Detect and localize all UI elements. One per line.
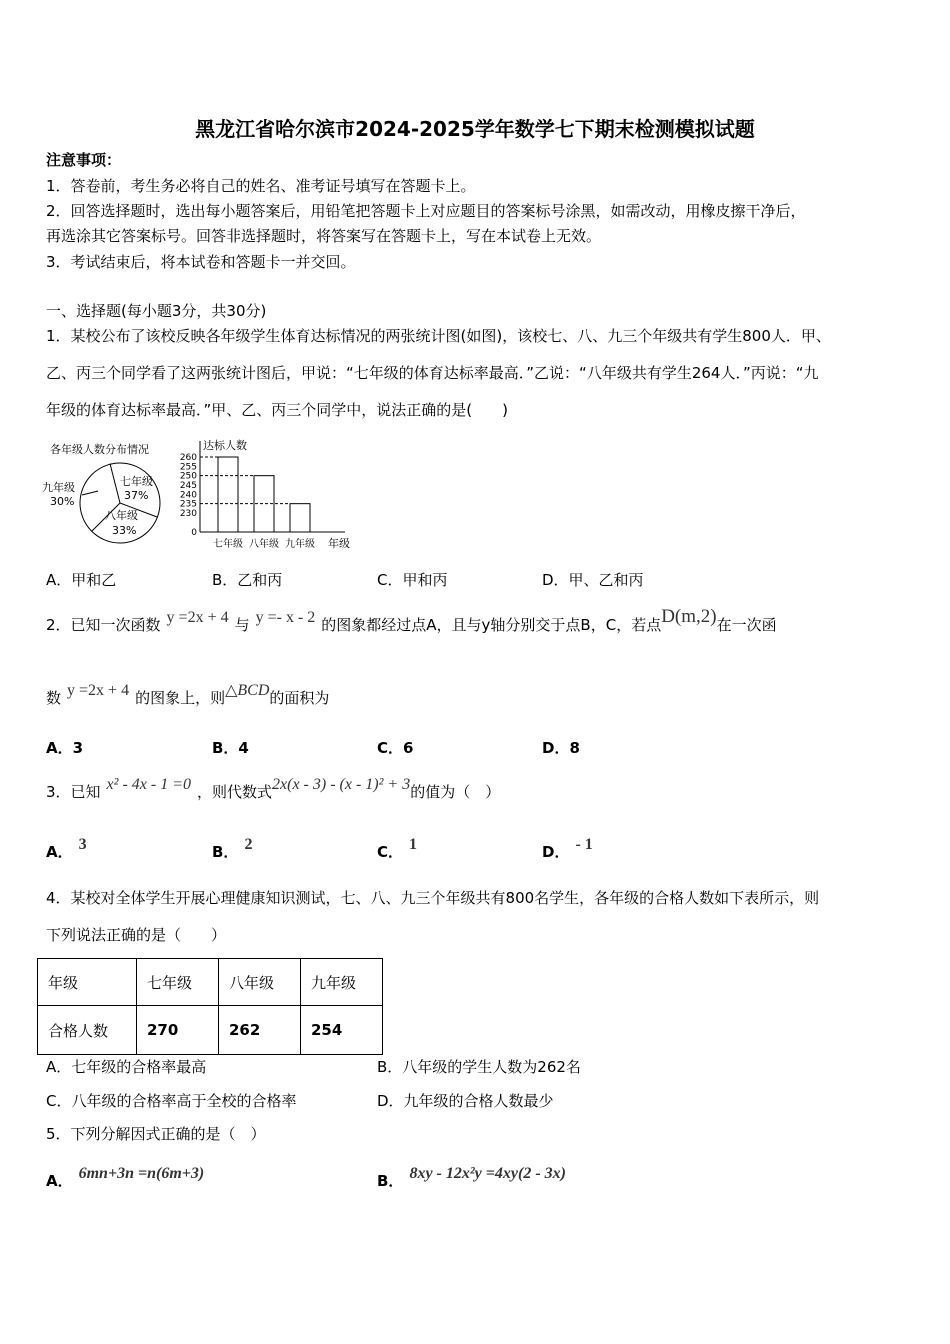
text: 在一次函 xyxy=(716,616,777,634)
q1-option-d[interactable]: D．甲、乙和丙 xyxy=(542,571,644,589)
text: 与 xyxy=(234,616,250,634)
bar-xlabel: 年级 xyxy=(328,537,350,550)
q5-option-b[interactable] xyxy=(377,1165,572,1191)
option-value: 2 xyxy=(244,836,253,853)
bar-ytick-label: 260 xyxy=(179,453,197,463)
notice-item: 2．回答选择题时，选出每小题答案后，用铅笔把答题卡上对应题目的答案标号涂黑，如需改动，用橡皮擦干净后， xyxy=(46,202,806,220)
q1-figure xyxy=(40,435,360,555)
bar-category-label: 九年级 xyxy=(285,539,315,550)
formula: △BCD xyxy=(225,682,270,699)
table-cell: 270 xyxy=(137,1006,219,1055)
q4-table xyxy=(37,958,383,1055)
formula: y =- x - 2 xyxy=(255,609,316,626)
text: 2．已知一次函数 xyxy=(46,616,161,634)
q1-line: 1．某校公布了该校反映各年级学生体育达标情况的两张统计图(如图)，该校七、八、九三个年级共有学生800人．甲、 xyxy=(46,327,831,345)
pie-leader-line xyxy=(82,491,98,495)
formula: y =2x + 4 xyxy=(67,682,130,699)
bar-ytick-label: 0 xyxy=(191,528,197,538)
table-header: 七年级 xyxy=(137,959,219,1006)
page-title: 黑龙江省哈尔滨市2024-2025学年数学七下期末检测模拟试题 xyxy=(195,117,755,141)
bar xyxy=(290,504,310,532)
table-row xyxy=(38,959,383,1006)
q3-option-d[interactable] xyxy=(542,836,599,862)
table-header: 年级 xyxy=(38,959,137,1006)
notice-item: 3．考试结束后，将本试卷和答题卡一并交回。 xyxy=(46,253,356,271)
q1-line: 年级的体育达标率最高．”甲、乙、丙三个同学中，说法正确的是( ) xyxy=(46,401,508,419)
q3-line xyxy=(46,776,501,803)
q1-option-a[interactable]: A．甲和乙 xyxy=(46,571,117,589)
formula: x² - 4x - 1 =0 xyxy=(106,776,191,793)
q5-stem: 5．下列分解因式正确的是（ ） xyxy=(46,1125,266,1143)
pie-title: 各年级人数分布情况 xyxy=(50,443,149,456)
section-heading: 一、选择题(每小题3分，共30分) xyxy=(46,302,267,320)
option-formula: 8xy - 12x²y =4xy(2 - 3x) xyxy=(409,1165,566,1182)
table-cell: 254 xyxy=(301,1006,383,1055)
pie-slice-divider xyxy=(110,464,120,504)
text: 数 xyxy=(46,689,62,707)
option-label: B． xyxy=(212,843,239,861)
q2-line xyxy=(46,606,777,636)
q2-option-b[interactable]: B．4 xyxy=(212,739,249,757)
option-value: 3 xyxy=(78,836,87,853)
option-label: A． xyxy=(46,1172,73,1190)
q2-option-c[interactable]: C．6 xyxy=(377,739,414,757)
text: 3．已知 xyxy=(46,783,101,801)
pie-pct-7: 37% xyxy=(124,489,149,502)
formula: 2x(x - 3) - (x - 1)² + 3 xyxy=(272,776,411,793)
q2-line xyxy=(46,682,330,709)
text: 的面积为 xyxy=(269,689,330,707)
pie-label-8: 八年级 xyxy=(105,509,138,522)
bar-ytick-label: 230 xyxy=(179,509,197,519)
bar-ytick-label: 250 xyxy=(179,471,197,482)
table-cell: 262 xyxy=(219,1006,301,1055)
q4-option-c[interactable]: C．八年级的合格率高于全校的合格率 xyxy=(46,1092,297,1110)
option-label: C． xyxy=(377,843,404,861)
option-label: D． xyxy=(542,843,570,861)
q4-option-b[interactable]: B．八年级的学生人数为262名 xyxy=(377,1058,581,1076)
option-label: A． xyxy=(46,843,73,861)
q4-option-a[interactable]: A．七年级的合格率最高 xyxy=(46,1058,207,1076)
bar-ylabel: 达标人数 xyxy=(203,439,247,452)
text: 的图象上，则 xyxy=(135,689,226,707)
q4-line: 下列说法正确的是（ ） xyxy=(46,926,227,944)
pie-pct-8: 33% xyxy=(112,524,137,537)
q1-option-b[interactable]: B．乙和丙 xyxy=(212,571,283,589)
q1-option-c[interactable]: C．甲和丙 xyxy=(377,571,448,589)
q2-option-d[interactable]: D．8 xyxy=(542,739,580,757)
q5-option-a[interactable] xyxy=(46,1165,210,1191)
text: 的值为（ ） xyxy=(410,783,501,801)
bar-ytick-label: 245 xyxy=(179,481,197,491)
pie-pct-9: 30% xyxy=(50,495,75,508)
q4-line: 4．某校对全体学生开展心理健康知识测试，七、八、九三个年级共有800名学生，各年级的合格人数如下表所示，则 xyxy=(46,889,820,907)
q3-option-b[interactable] xyxy=(212,836,258,862)
pie-label-7: 七年级 xyxy=(120,475,153,488)
table-header: 九年级 xyxy=(301,959,383,1006)
pie-label-9: 九年级 xyxy=(42,481,75,494)
option-value: 1 xyxy=(409,836,418,853)
q3-option-c[interactable] xyxy=(377,836,423,862)
option-formula: 6mn+3n =n(6m+3) xyxy=(78,1165,205,1182)
option-value: - 1 xyxy=(575,836,593,853)
notice-heading: 注意事项： xyxy=(46,151,122,169)
bar-ytick-label: 235 xyxy=(179,499,197,510)
notice-item: 再选涂其它答案标号。回答非选择题时，将答案写在答题卡上，写在本试卷上无效。 xyxy=(46,227,602,245)
table-cell: 合格人数 xyxy=(38,1006,137,1055)
formula: y =2x + 4 xyxy=(166,609,229,626)
bar-ytick-label: 240 xyxy=(179,490,197,501)
q2-option-a[interactable]: A．3 xyxy=(46,739,84,757)
notice-item: 1．答卷前，考生务必将自己的姓名、准考证号填写在答题卡上。 xyxy=(46,177,476,195)
option-label: B． xyxy=(377,1172,404,1190)
table-header: 八年级 xyxy=(219,959,301,1006)
bar xyxy=(218,457,238,532)
q4-option-d[interactable]: D．九年级的合格人数最少 xyxy=(377,1092,554,1110)
bar-category-label: 八年级 xyxy=(249,539,279,550)
bar-category-label: 七年级 xyxy=(213,539,243,550)
table-row xyxy=(38,1006,383,1055)
formula: D(m,2) xyxy=(661,606,717,627)
bar-ytick-label: 255 xyxy=(179,462,197,473)
text: ，则代数式 xyxy=(197,783,273,801)
q3-option-a[interactable] xyxy=(46,836,93,862)
text: 的图象都经过点A，且与y轴分别交于点B，C，若点 xyxy=(321,616,662,634)
q1-line: 乙、丙三个同学看了这两张统计图后，甲说：“七年级的体育达标率最高．”乙说：“八年级共有学生264人．”丙说：“九 xyxy=(46,364,819,382)
